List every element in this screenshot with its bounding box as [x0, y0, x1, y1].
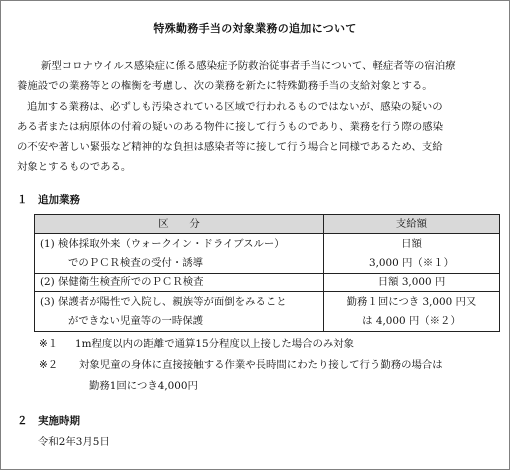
row-2-allowance-line-1: 日額 3,000 円 — [377, 276, 446, 289]
note-2 — [39, 360, 443, 370]
implementation-date: 令和2年3月5日 — [38, 436, 110, 448]
row-3-allowance-line-1: 勤務１回につき 3,000 円又 — [346, 296, 477, 309]
row-1-category-line-1: (1) 検体採取外来（ウォークイン・ドライブスルー） — [40, 238, 285, 251]
row-3-category-line-2: ができない児童等の一時保護 — [68, 314, 204, 327]
row-2-category-line-1: (2) 保健衛生検査所でのＰＣＲ検査 — [40, 276, 204, 289]
section-2-number: ２ — [17, 415, 28, 427]
row-3-allowance-line-2: は 4,000 円（※２） — [362, 314, 461, 327]
table-row — [35, 292, 500, 332]
document-title: 特殊勤務手当の対象業務の追加について — [153, 22, 357, 35]
header-category: 区 分 — [35, 215, 324, 234]
note-2-text-line-2: 勤務1回につき4,000円 — [89, 380, 198, 392]
header-allowance: 支給額 — [324, 215, 500, 234]
section-2-heading — [17, 416, 80, 427]
note-1 — [39, 339, 354, 349]
row-2-allowance — [324, 274, 500, 292]
additional-duties-table — [34, 214, 500, 332]
section-2-title: 実施時期 — [38, 415, 80, 427]
row-1-allowance-line-1: 日額 — [401, 238, 422, 251]
note-2-mark: ※２ — [39, 359, 59, 371]
intro-p2-line-3: の不安や著しい緊張など精神的な負担は感染者等に接して行う場合と同様であるため、支給 — [17, 141, 443, 153]
note-1-mark: ※１ — [39, 338, 59, 350]
row-3-category — [35, 292, 324, 332]
row-1-allowance-line-2: 3,000 円（※１） — [368, 256, 454, 269]
intro-p2-line-4: 対象とするものである。 — [17, 161, 132, 173]
row-2-category — [35, 274, 324, 292]
table-row — [35, 274, 500, 292]
table-header-row — [35, 215, 500, 234]
intro-p2-line-1: 追加する業務は、必ずしも汚染されている区域で行われるものではないが、感染の疑いの — [27, 101, 443, 113]
section-1-title: 追加業務 — [38, 194, 80, 206]
intro-p2-line-2: ある者または病原体の付着の疑いのある物件に接して行うものであり、業務を行う際の感染 — [17, 121, 444, 133]
intro-p1-line-2: 養施設での業務等との権衡を考慮し、次の業務を新たに特殊勤務手当の支給対象とする。 — [17, 80, 433, 92]
row-1-allowance — [324, 234, 500, 274]
row-3-category-line-1: (3) 保護者が陽性で入院し、親族等が面倒をみること — [40, 296, 287, 309]
row-1-category — [35, 234, 324, 274]
note-2-text-line-1: 対象児童の身体に直接接触する作業や長時間にわたり接して行う勤務の場合は — [79, 359, 443, 371]
section-1-heading — [17, 195, 80, 206]
row-3-allowance — [324, 292, 500, 332]
row-1-category-line-2: でのＰＣＲ検査の受付・誘導 — [68, 256, 204, 269]
table-row — [35, 234, 500, 274]
note-1-text: 1m程度以内の距離で通算15分程度以上接した場合のみ対象 — [75, 338, 355, 350]
intro-p1-line-1: 新型コロナウイルス感染症に係る感染症予防救治従事者手当について、軽症者等の宿泊療 — [41, 60, 456, 72]
section-1-number: １ — [17, 194, 28, 206]
